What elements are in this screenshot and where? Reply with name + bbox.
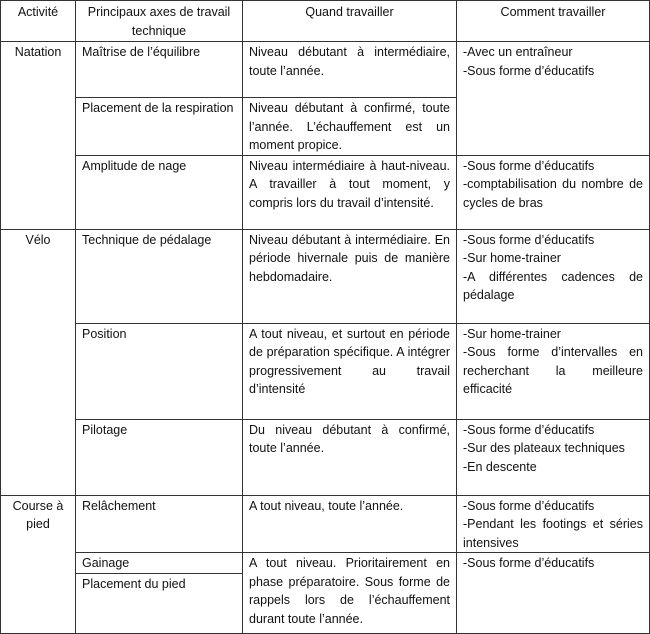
table-row	[1, 553, 650, 574]
when-cell: Niveau débutant à intermédiaire, toute l’année.	[243, 42, 457, 98]
table-row	[1, 229, 650, 323]
when-cell: Niveau intermédiaire à haut-niveau. A travailler à tout moment, y compris lors du travail d’intensité.	[243, 155, 457, 229]
how-cell	[457, 42, 650, 156]
axis-cell: Relâchement	[76, 495, 243, 553]
how-item: -Pendant les footings et séries intensives	[463, 517, 643, 550]
table-row	[1, 323, 650, 419]
table-row	[1, 155, 650, 229]
when-cell: A tout niveau, toute l’année.	[243, 495, 457, 553]
header-when: Quand travailler	[243, 1, 457, 42]
when-cell: A tout niveau, et surtout en période de préparation spécifique. A intégrer progressivement au travail d’intensité	[243, 323, 457, 419]
axis-cell: Placement de la respiration	[76, 98, 243, 156]
how-item: -comptabilisation du nombre de cycles de bras	[463, 177, 643, 210]
how-cell	[457, 495, 650, 553]
header-axes: Principaux axes de travail technique	[76, 1, 243, 42]
axis-cell: Maîtrise de l’équilibre	[76, 42, 243, 98]
activity-course: Course à pied	[1, 495, 76, 633]
axis-cell: Placement du pied	[76, 573, 243, 633]
how-cell	[457, 553, 650, 634]
axis-cell: Technique de pédalage	[76, 229, 243, 323]
how-item: -En descente	[463, 459, 537, 474]
how-item: -Sous forme d’éducatifs	[463, 422, 595, 437]
header-how: Comment travailler	[457, 1, 650, 42]
how-item: -A différentes cadences de pédalage	[463, 269, 643, 302]
how-item: -Sous forme d’éducatifs	[463, 63, 595, 78]
how-item: -Sous forme d’intervalles en recherchant la meilleure efficacité	[463, 345, 643, 396]
activity-natation: Natation	[1, 42, 76, 230]
when-cell: Niveau débutant à intermédiaire. En période hivernale puis de manière hebdomadaire.	[243, 229, 457, 323]
how-item: -Sous forme d’éducatifs	[463, 498, 595, 513]
header-activity: Activité	[1, 1, 76, 42]
how-item: -Sous forme d’éducatifs	[463, 158, 595, 173]
how-cell	[457, 155, 650, 229]
how-item: -Sur des plateaux techniques	[463, 441, 625, 455]
when-cell: A tout niveau. Prioritairement en phase préparatoire. Sous forme de rappels lors de l’échauffement durant toute l’année.	[243, 553, 457, 634]
how-item: -Sur home-trainer	[463, 251, 561, 265]
how-item: -Sur home-trainer	[463, 326, 561, 341]
how-item: -Sous forme d’éducatifs	[463, 556, 595, 570]
how-cell	[457, 229, 650, 323]
when-cell: Niveau débutant à confirmé, toute l’année. L’échauffement est un moment propice.	[243, 98, 457, 156]
header-row	[1, 1, 650, 42]
table-row	[1, 495, 650, 553]
activity-velo: Vélo	[1, 229, 76, 495]
axis-cell: Pilotage	[76, 419, 243, 495]
how-cell	[457, 419, 650, 495]
table-row	[1, 419, 650, 495]
how-item: -Avec un entraîneur	[463, 45, 573, 59]
when-cell: Du niveau débutant à confirmé, toute l’année.	[243, 419, 457, 495]
how-item: -Sous forme d’éducatifs	[463, 232, 595, 247]
table-row	[1, 42, 650, 98]
axis-cell: Amplitude de nage	[76, 155, 243, 229]
axis-cell: Position	[76, 323, 243, 419]
axis-cell: Gainage	[76, 553, 243, 574]
how-cell	[457, 323, 650, 419]
